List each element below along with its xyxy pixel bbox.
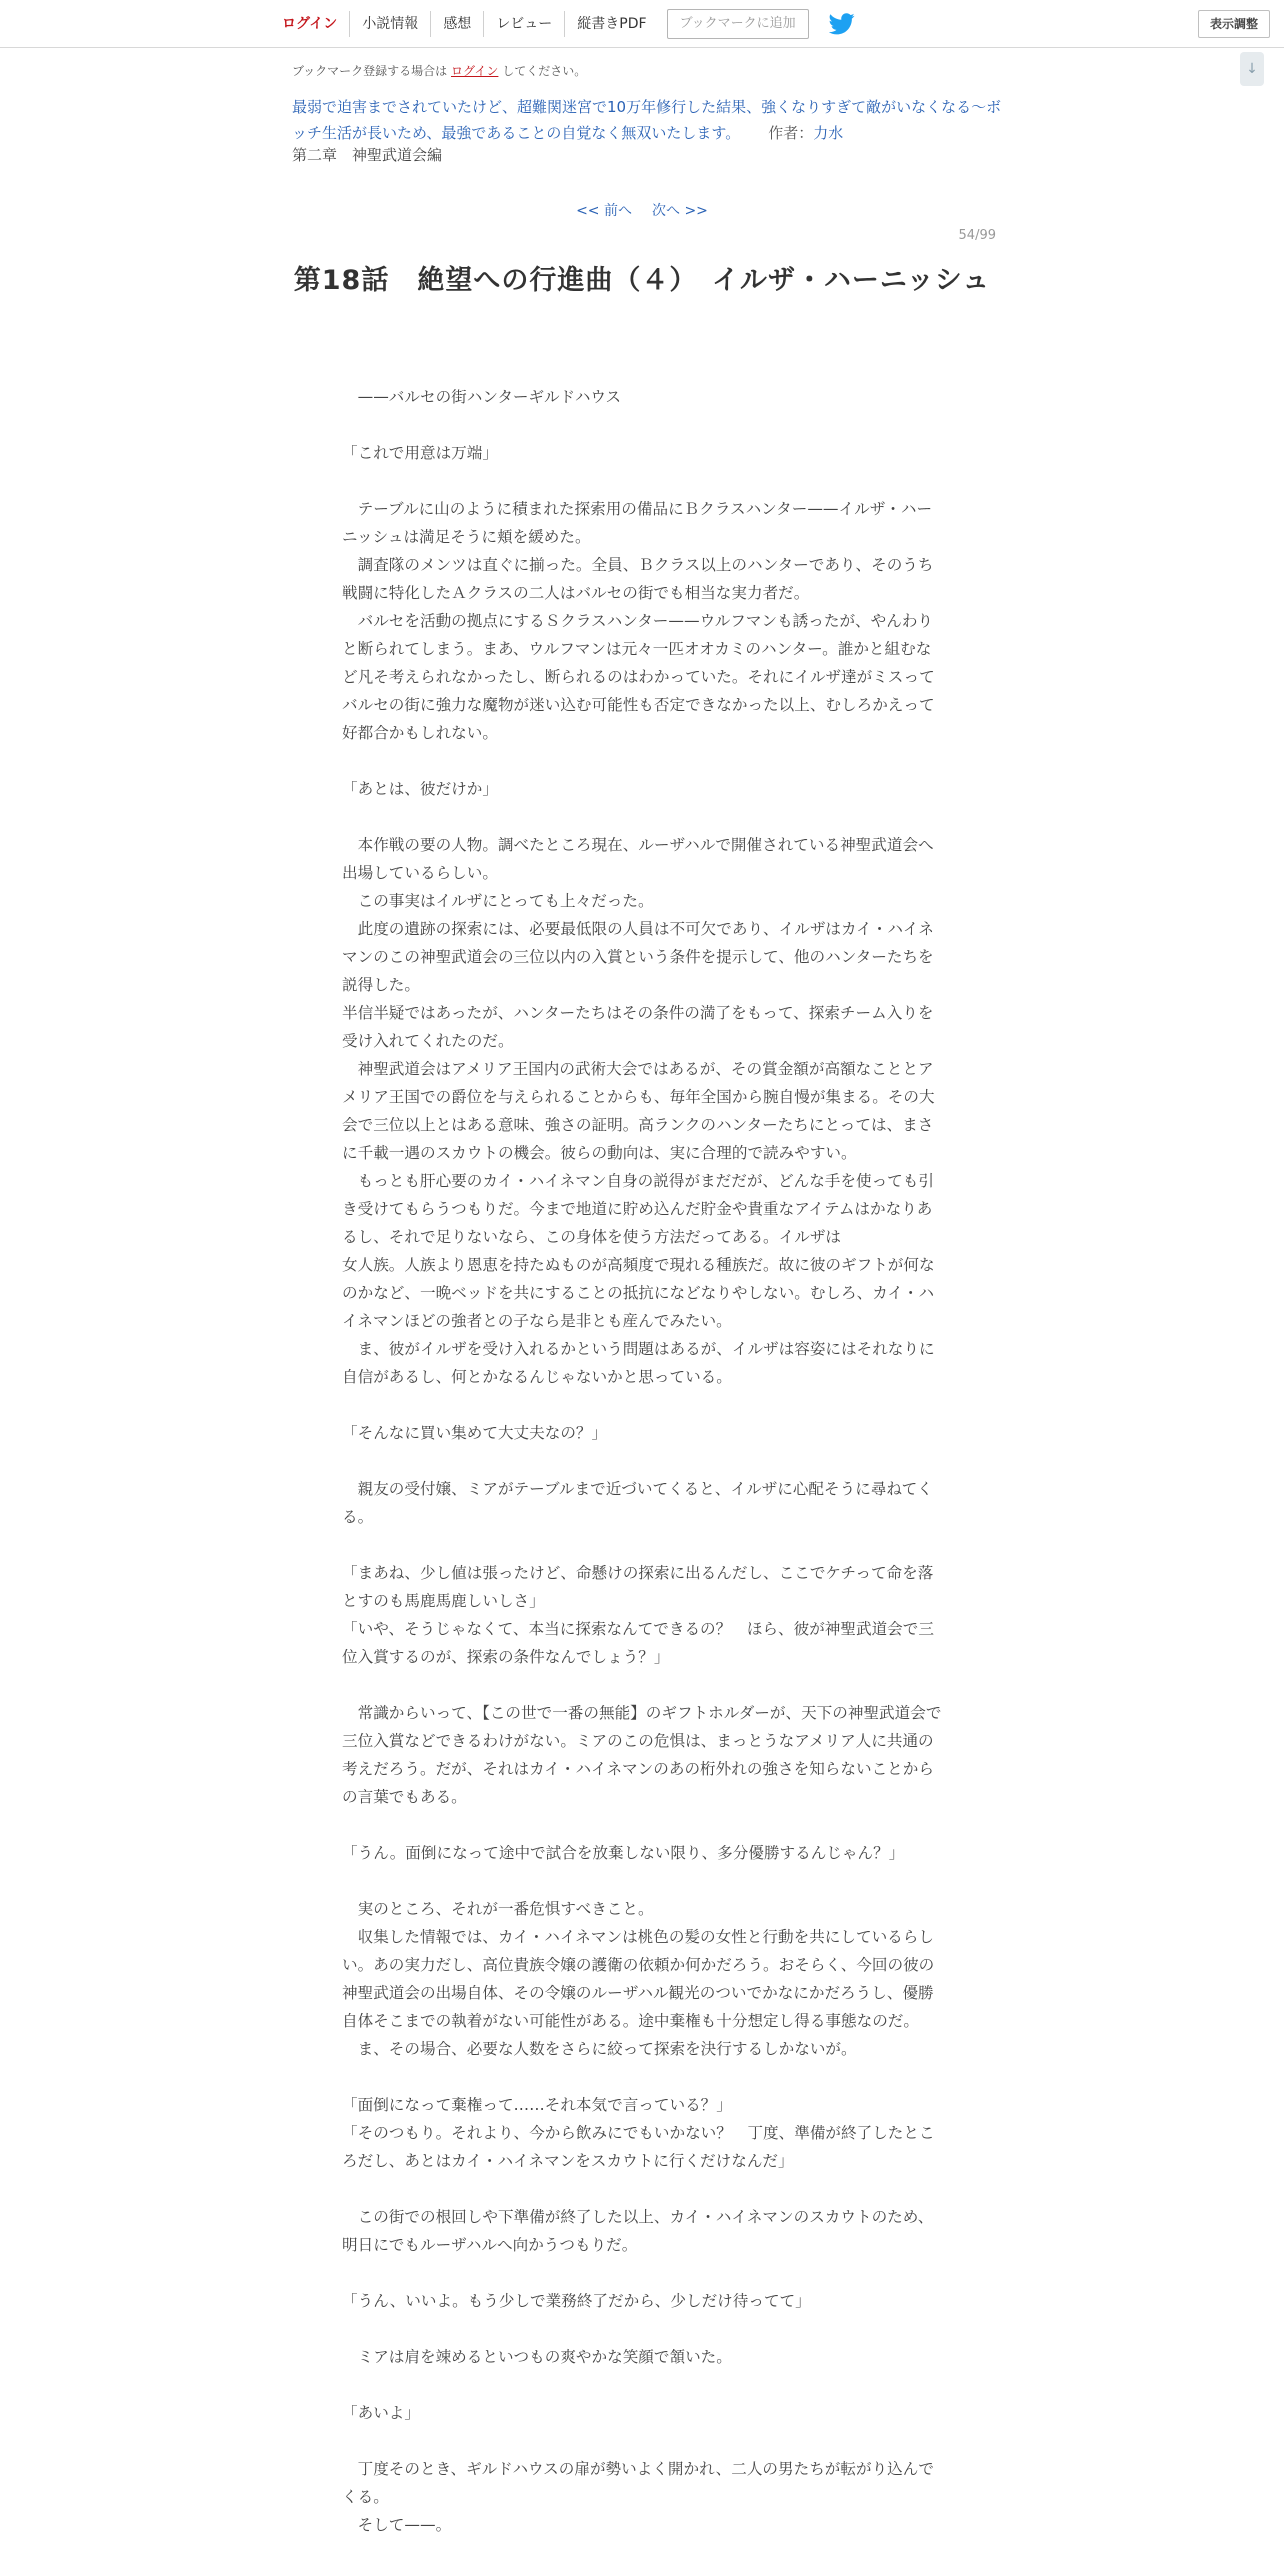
body-paragraph: この街での根回しや下準備が終了した以上、カイ・ハイネマンのスカウトのため、明日にでもルーザハルへ向かうつもりだ。 <box>342 2208 934 2254</box>
top-navigation-bar <box>0 0 1284 48</box>
nav-novel-info-link[interactable]: 小説情報 <box>350 11 431 37</box>
body-paragraph: 丁度そのとき、ギルドハウスの扉が勢いよく開かれ、二人の男たちが転がり込んでくる。 <box>342 2460 934 2506</box>
author-link[interactable]: 力水 <box>813 124 844 142</box>
blank-line <box>342 2259 942 2287</box>
body-paragraph: 此度の遺跡の探索には、必要最低限の人員は不可欠であり、イルザはカイ・ハイネマンのこの神聖武道会の三位以内の入賞という条件を提示して、他のハンターたちを説得した。 <box>342 920 934 994</box>
body-paragraph: 「そんなに買い集めて大丈夫なの？」 <box>342 1424 608 1442</box>
chapter-title: 第二章 神聖武道会編 <box>292 146 443 164</box>
body-paragraph: 「これで用意は万端」 <box>342 444 498 462</box>
twitter-bird-icon[interactable] <box>829 13 855 35</box>
nav-login-link[interactable]: ログイン <box>272 11 350 37</box>
nav-review-link[interactable]: レビュー <box>484 11 565 37</box>
blank-line <box>342 2315 942 2343</box>
body-paragraph: 本作戦の要の人物。調べたところ現在、ルーザハルで開催されている神聖武道会へ出場しているらしい。 <box>342 836 934 882</box>
body-paragraph: ま、彼がイルザを受け入れるかという問題はあるが、イルザは容姿にはそれなりに自信があるし、何とかなるんじゃないかと思っている。 <box>342 1340 935 1386</box>
blank-line <box>342 1531 942 1559</box>
novel-title-link[interactable]: 最弱で迫害までされていたけど、超難関迷宮で10万年修行した結果、強くなりすぎて敵がいなくなる～ボッチ生活が長いため、最強であることの自覚なく無双いたします。 <box>292 98 1002 142</box>
body-paragraph: バルセを活動の拠点にするＳクラスハンター——ウルフマンも誘ったが、やんわりと断られてしまう。まあ、ウルフマンは元々一匹オオカミのハンター。誰かと組むなど凡そ考えられなかったし、断られるのはわかっていた。それにイルザ達がミスってバルセの街に強力な魔物が迷い込む可能性も否定できなかった以上、むしろかえって好都合かもしれない。 <box>342 612 935 742</box>
body-paragraph: テーブルに山のように積まれた探索用の備品にＢクラスハンター——イルザ・ハーニッシュは満足そうに頬を緩めた。 <box>342 500 933 546</box>
body-paragraph: そして——。 <box>342 2516 452 2534</box>
blank-line <box>342 2427 942 2455</box>
body-paragraph: ミアは肩を竦めるといつもの爽やかな笑顔で頷いた。 <box>342 2348 732 2366</box>
page-count: 54/99 <box>958 228 996 243</box>
add-bookmark-button[interactable]: ブックマークに追加 <box>667 9 809 39</box>
body-paragraph: 「うん、いいよ。もう少しで業務終了だから、少しだけ待ってて」 <box>342 2292 811 2310</box>
blank-line <box>342 2175 942 2203</box>
novel-body <box>342 355 942 2539</box>
blank-line <box>342 747 942 775</box>
body-paragraph: 半信半疑ではあったが、ハンターたちはその条件の満了をもって、探索チーム入りを受け入れてくれたのだ。 <box>342 1004 934 1050</box>
author-label: 作者： <box>768 124 814 142</box>
body-paragraph: 「あいよ」 <box>342 2404 420 2422</box>
blank-line <box>342 1447 942 1475</box>
next-page-link[interactable]: 次へ >> <box>652 203 708 219</box>
blank-line <box>342 467 942 495</box>
body-paragraph: 「そのつもり。それより、今から飲みにでもいかない？ 丁度、準備が終了したところだし、あとはカイ・ハイネマンをスカウトに行くだけなんだ」 <box>342 2124 935 2170</box>
prev-page-link[interactable]: << 前へ <box>576 203 632 219</box>
nav-vertical-pdf-link[interactable]: 縦書きPDF <box>577 16 647 32</box>
notice-prefix: ブックマーク登録する場合は <box>292 64 448 78</box>
blank-line <box>342 1671 942 1699</box>
body-paragraph: ——バルセの街ハンターギルドハウス <box>342 388 622 406</box>
arrow-down-icon[interactable]: ↓ <box>1240 52 1264 86</box>
blank-line <box>342 2371 942 2399</box>
display-adjust-button[interactable]: 表示調整 <box>1198 10 1270 38</box>
body-paragraph: 神聖武道会はアメリア王国内の武術大会ではあるが、その賞金額が高額なこととアメリア王国での爵位を与えられることからも、毎年全国から腕自慢が集まる。その大会で三位以上とはある意味、強さの証明。高ランクのハンターたちにとっては、まさに千載一遇のスカウトの機会。彼らの動向は、実に合理的で読みやすい。 <box>342 1060 935 1162</box>
blank-line <box>342 803 942 831</box>
body-paragraph: 親友の受付嬢、ミアがテーブルまで近づいてくると、イルザに心配そうに尋ねてくる。 <box>342 1480 933 1526</box>
bookmark-login-notice <box>292 62 586 79</box>
notice-suffix: してください。 <box>502 64 587 78</box>
novel-info <box>292 94 1004 146</box>
notice-login-link[interactable]: ログイン <box>451 64 499 78</box>
blank-line <box>342 1811 942 1839</box>
body-paragraph: 収集した情報では、カイ・ハイネマンは桃色の髪の女性と行動を共にしているらしい。あの実力だし、高位貴族令嬢の護衛の依頼か何かだろう。おそらく、今回の彼の神聖武道会の出場自体、その令嬢のルーザハル観光のついでかなにかだろうし、優勝自体そこまでの執着がない可能性がある。途中棄権も十分想定し得る事態なのだ。 <box>342 1928 935 2030</box>
pager <box>0 200 1284 220</box>
body-paragraph: 「いや、そうじゃなくて、本当に探索なんてできるの？ ほら、彼が神聖武道会で三位入賞するのが、探索の条件なんでしょう？」 <box>342 1620 934 1666</box>
body-paragraph: 「うん。面倒になって途中で試合を放棄しない限り、多分優勝するんじゃん？」 <box>342 1844 905 1862</box>
episode-title: 第18話 絶望への行進曲（４） イルザ・ハーニッシュ <box>293 265 991 296</box>
nav-impressions-link[interactable]: 感想 <box>431 11 484 37</box>
body-paragraph: この事実はイルザにとっても上々だった。 <box>342 892 654 910</box>
blank-line <box>342 2063 942 2091</box>
body-paragraph: 調査隊のメンツは直ぐに揃った。全員、Ｂクラス以上のハンターであり、そのうち戦闘に特化したＡクラスの二人はバルセの街でも相当な実力者だ。 <box>342 556 934 602</box>
body-paragraph: 「あとは、彼だけか」 <box>342 780 498 798</box>
body-paragraph: ま、その場合、必要な人数をさらに絞って探索を決行するしかないが。 <box>342 2040 857 2058</box>
blank-line <box>342 355 942 383</box>
blank-line <box>342 1867 942 1895</box>
body-paragraph: 「面倒になって棄権って……それ本気で言っている？」 <box>342 2096 732 2114</box>
body-paragraph: 常識からいって、【この世で一番の無能】のギフトホルダーが、天下の神聖武道会で三位入賞などできるわけがない。ミアのこの危惧は、まっとうなアメリア人に共通の考えだろう。だが、それはカイ・ハイネマンのあの桁外れの強さを知らないことからの言葉でもある。 <box>342 1704 942 1806</box>
blank-line <box>342 1391 942 1419</box>
body-paragraph: 実のところ、それが一番危惧すべきこと。 <box>342 1900 654 1918</box>
main-nav <box>272 0 855 48</box>
body-paragraph: 「まあね、少し値は張ったけど、命懸けの探索に出るんだし、ここでケチって命を落とすのも馬鹿馬鹿しいしさ」 <box>342 1564 934 1610</box>
body-paragraph: 女人族。人族より恩恵を持たぬものが高頻度で現れる種族だ。故に彼のギフトが何なのかなど、一晩ベッドを共にすることの抵抗になどなりやしない。むしろ、カイ・ハイネマンほどの強者との子なら是非とも産んでみたい。 <box>342 1256 935 1330</box>
body-paragraph: もっとも肝心要のカイ・ハイネマン自身の説得がまだだが、どんな手を使っても引き受けてもらうつもりだ。今まで地道に貯め込んだ貯金や貴重なアイテムはかなりあるし、それで足りないなら、この身体を使う方法だってある。イルザは <box>342 1172 934 1246</box>
blank-line <box>342 411 942 439</box>
